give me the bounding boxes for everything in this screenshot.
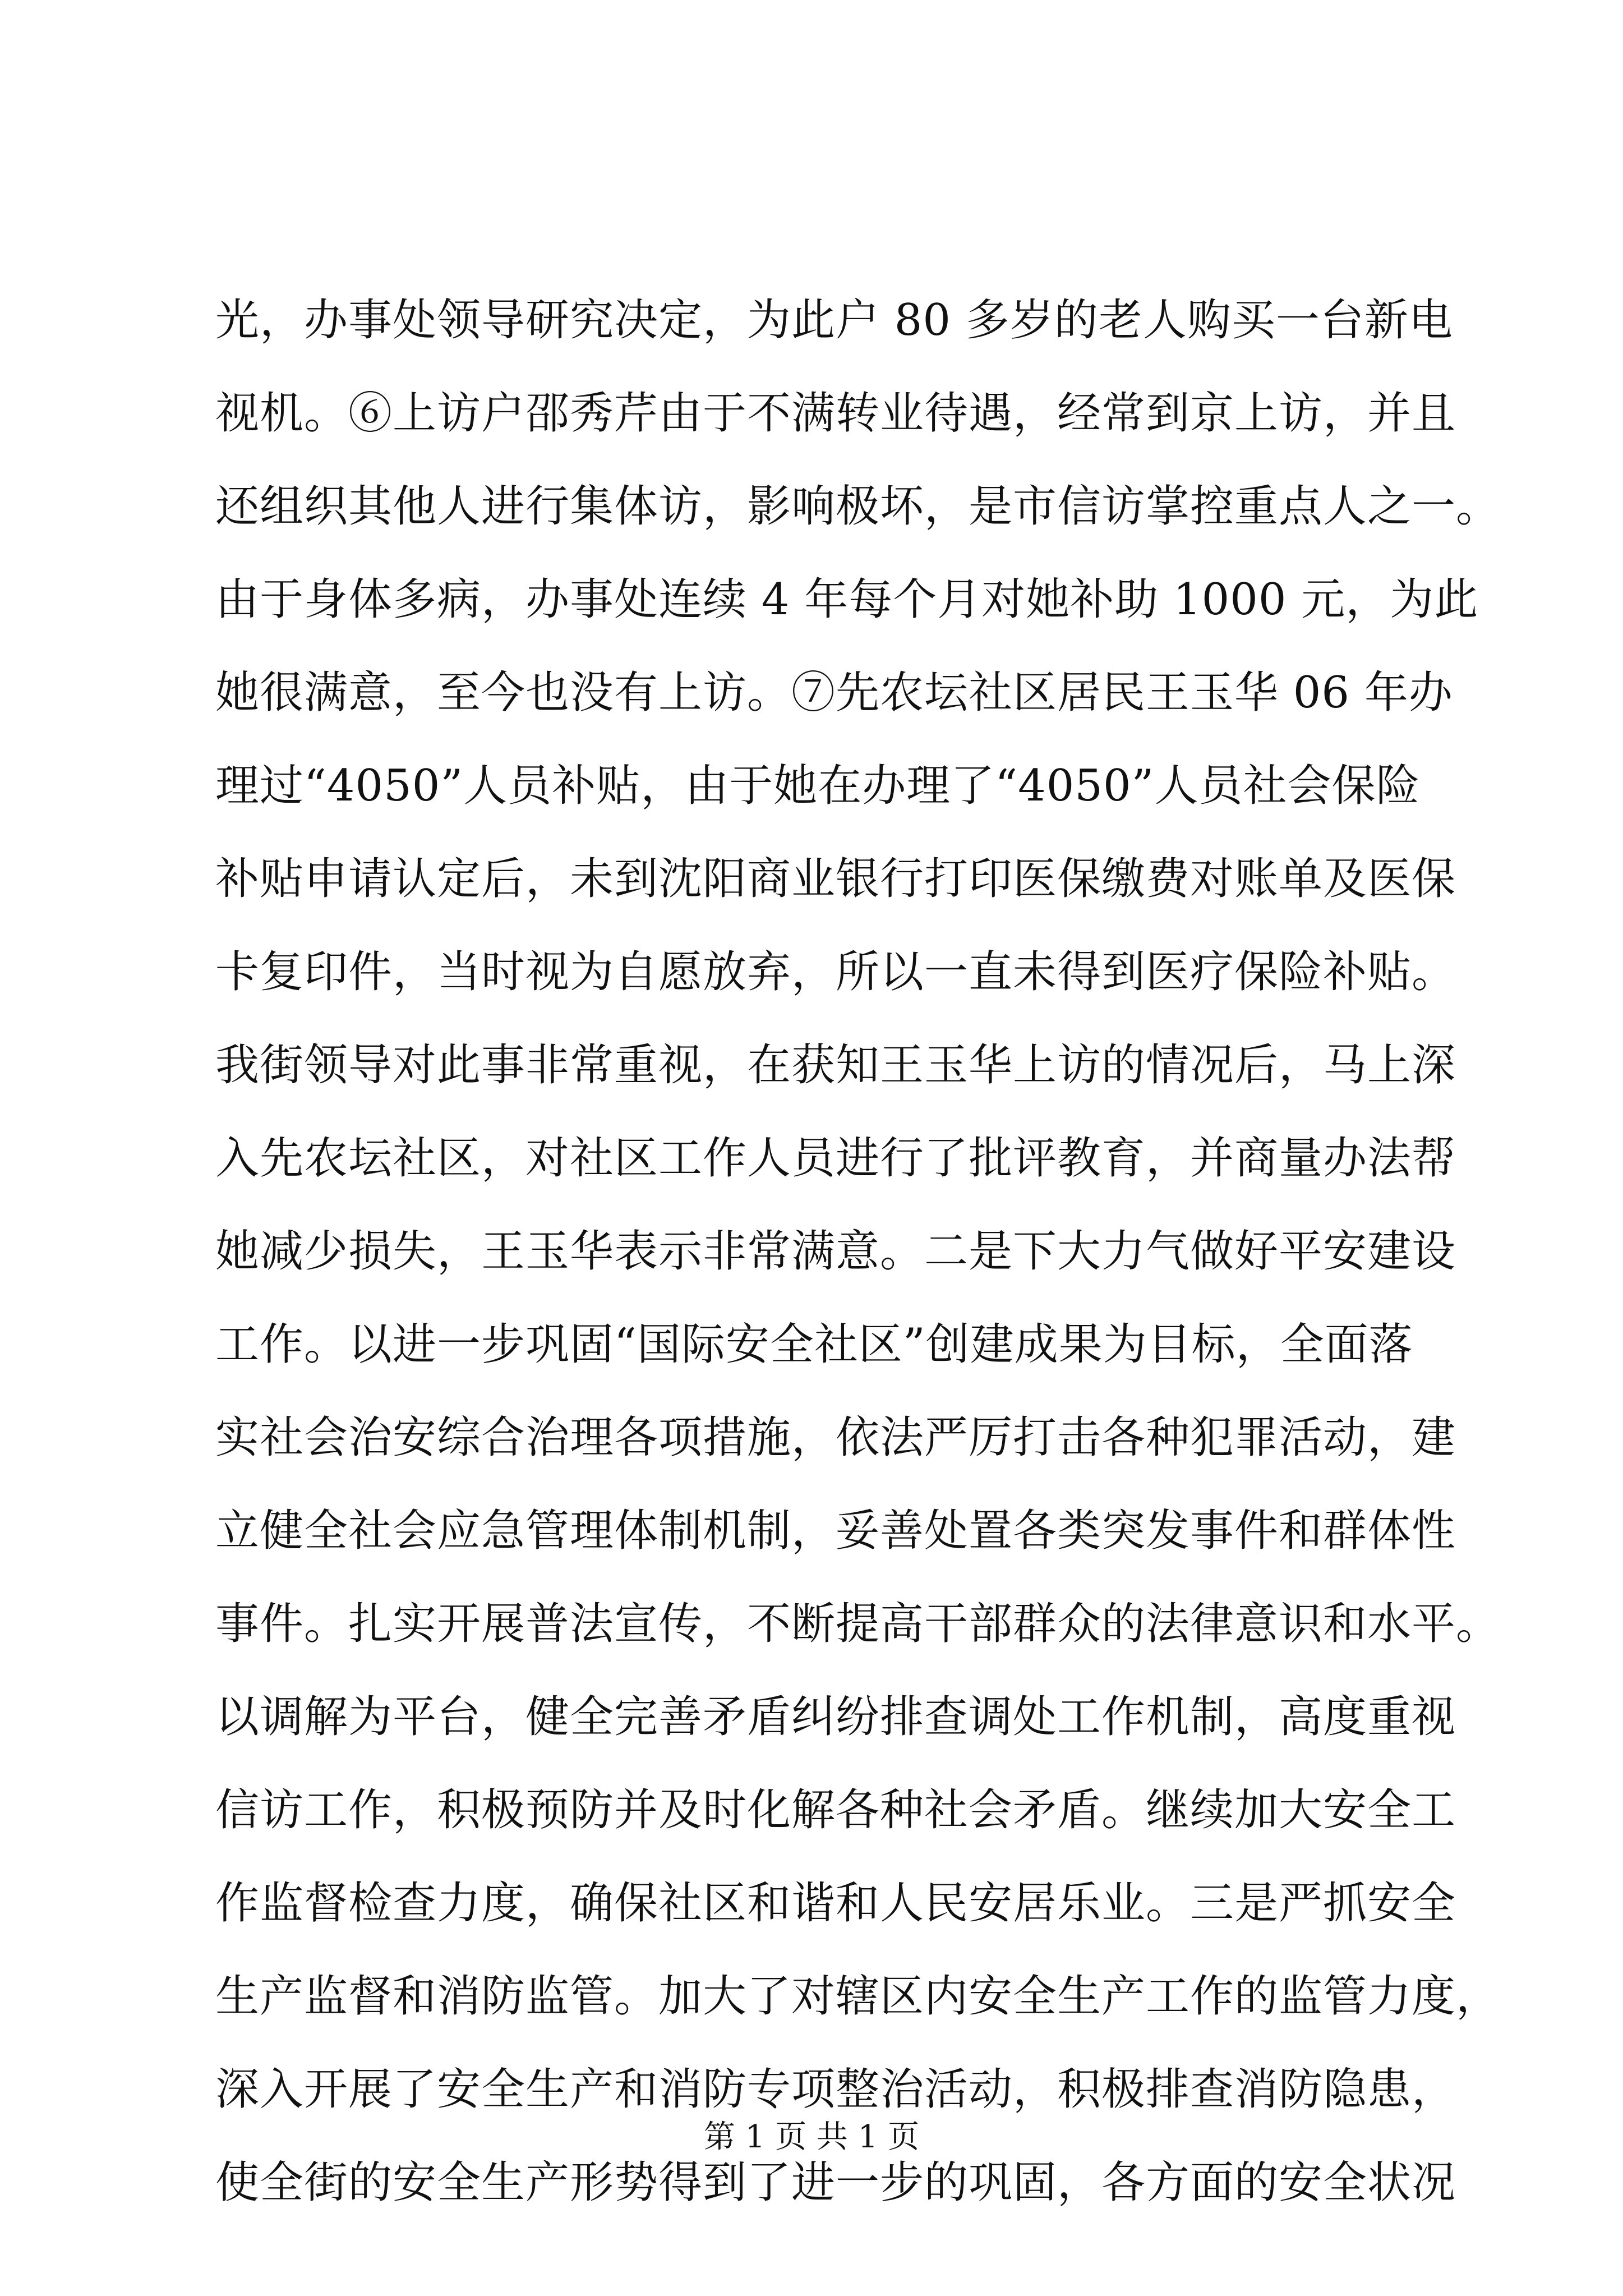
text-line: 生产监督和消防监管。加大了对辖区内安全生产工作的监管力度， (215, 1971, 1501, 2022)
text-line: 使全街的安全生产形势得到了进一步的巩固，各方面的安全状况 (215, 2157, 1456, 2208)
text-line: 以调解为平台，健全完善矛盾纠纷排查调处工作机制，高度重视 (215, 1692, 1456, 1742)
text-line: 还组织其他人进行集体访，影响极坏，是市信访掌控重点人之一。 (215, 481, 1501, 532)
page-number-label: 第 1 页 共 1 页 (703, 2119, 920, 2155)
text-line: 理过“4050”人员补贴，由于她在办理了“4050”人员社会保险 (215, 761, 1421, 811)
page-footer (0, 2115, 1623, 2160)
text-line: 信访工作，积极预防并及时化解各种社会矛盾。继续加大安全工 (215, 1785, 1456, 1835)
text-line: 事件。扎实开展普法宣传，不断提高干部群众的法律意识和水平。 (215, 1599, 1501, 1649)
text-line: 深入开展了安全生产和消防专项整治活动，积极排查消防隐患， (215, 2064, 1456, 2115)
text-line: 卡复印件，当时视为自愿放弃，所以一直未得到医疗保险补贴。 (215, 947, 1456, 997)
text-line: 立健全社会应急管理体制机制，妥善处置各类突发事件和群体性 (215, 1506, 1456, 1556)
text-line: 视机。⑥上访户邵秀芹由于不满转业待遇，经常到京上访，并且 (215, 388, 1456, 439)
text-line: 作监督检查力度，确保社区和谐和人民安居乐业。三是严抓安全 (215, 1878, 1456, 1929)
text-line: 工作。以进一步巩固“国际安全社区”创建成果为目标，全面落 (215, 1319, 1413, 1370)
text-line: 入先农坛社区，对社区工作人员进行了批评教育，并商量办法帮 (215, 1133, 1456, 1184)
text-line: 光，办事处领导研究决定，为此户 80 多岁的老人购买一台新电 (215, 295, 1453, 346)
text-line: 实社会治安综合治理各项措施，依法严厉打击各种犯罪活动，建 (215, 1412, 1456, 1463)
text-line: 她减少损失，王玉华表示非常满意。二是下大力气做好平安建设 (215, 1226, 1456, 1277)
text-line: 她很满意，至今也没有上访。⑦先农坛社区居民王玉华 06 年办 (215, 668, 1453, 718)
text-line: 由于身体多病，办事处连续 4 年每个月对她补助 1000 元，为此 (215, 574, 1479, 625)
text-line: 补贴申请认定后，未到沈阳商业银行打印医保缴费对账单及医保 (215, 854, 1456, 904)
text-line: 我街领导对此事非常重视，在获知王玉华上访的情况后，马上深 (215, 1040, 1456, 1091)
document-body (215, 274, 1501, 2229)
